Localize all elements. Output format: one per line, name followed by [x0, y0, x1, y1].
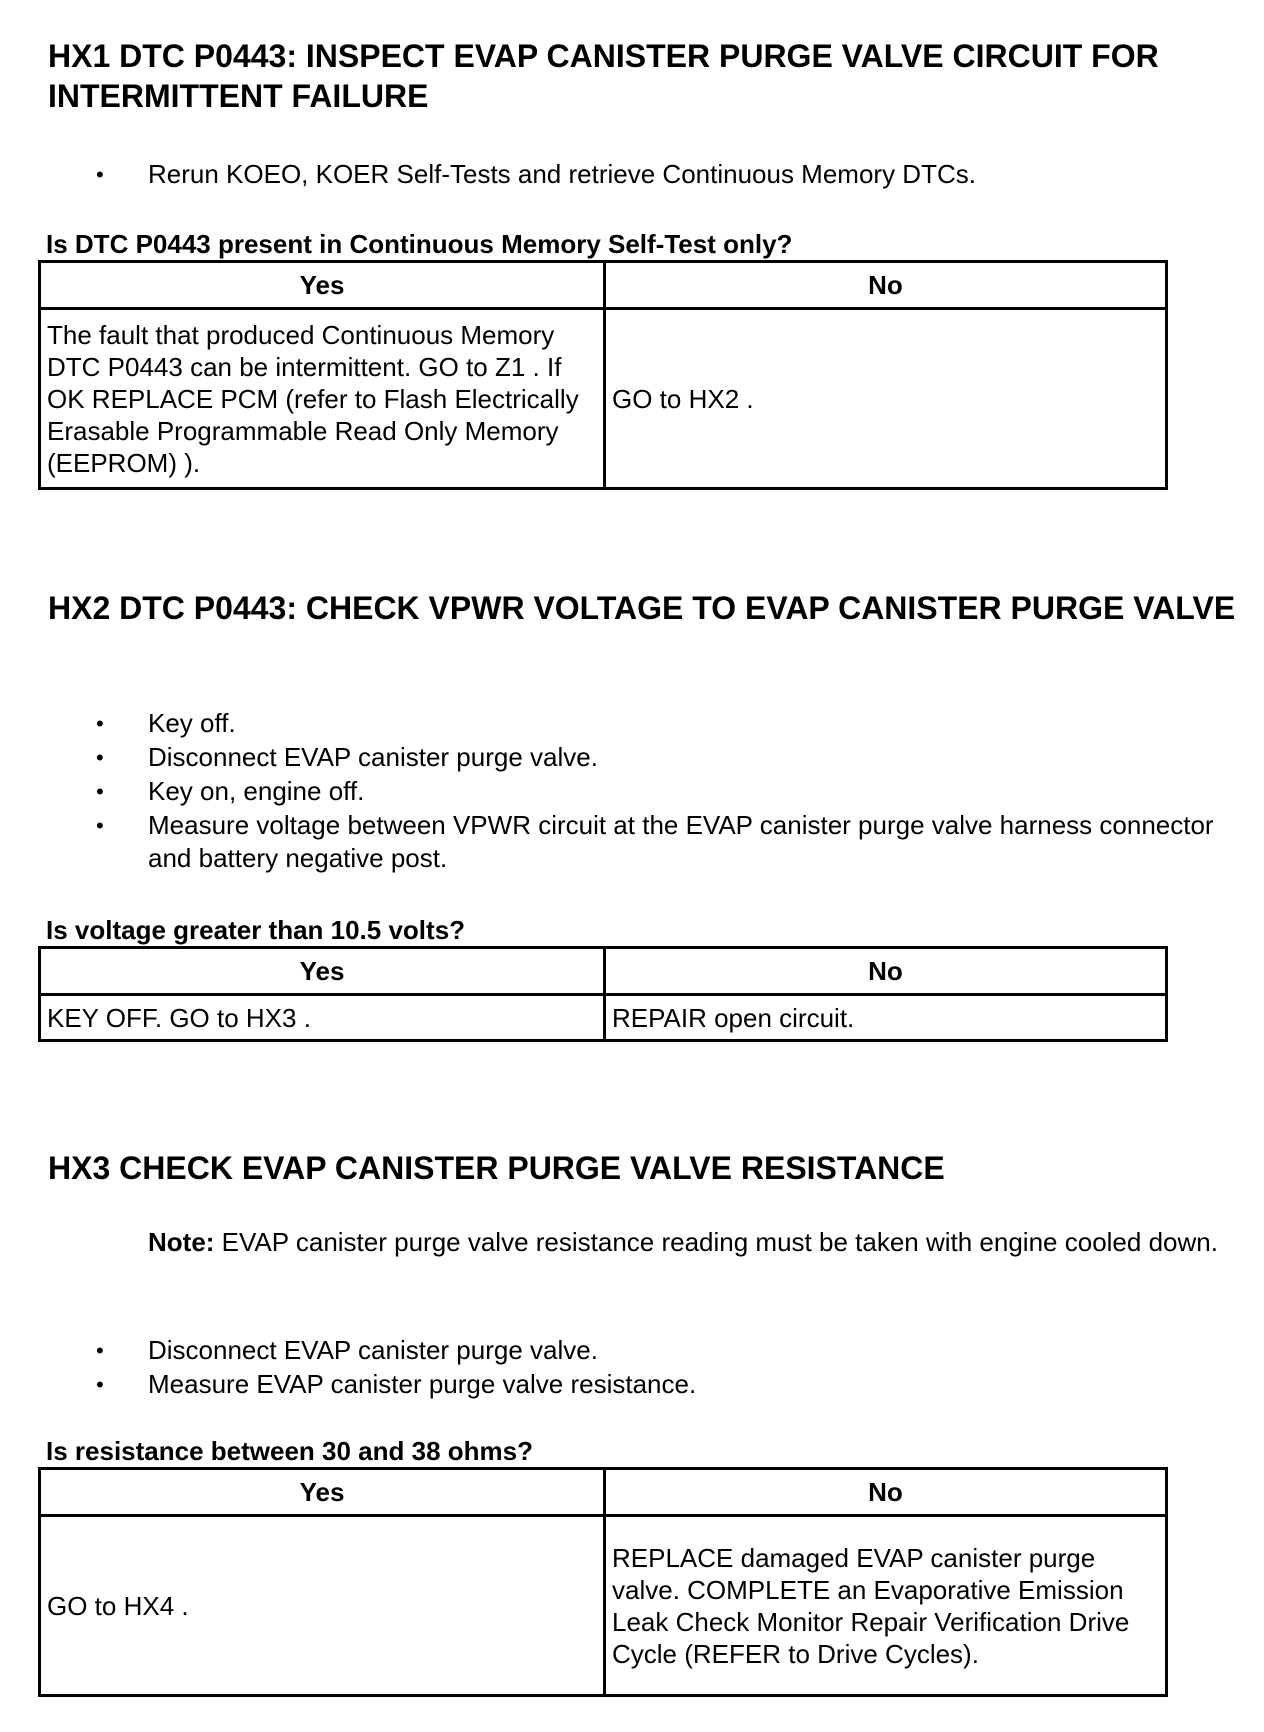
- hx2-decision-table: [38, 946, 1168, 1042]
- list-item: [0, 775, 1264, 808]
- hx3-bullet-list: [0, 1334, 1264, 1402]
- list-item: [0, 809, 1264, 875]
- list-item: [0, 158, 1264, 191]
- bullet-text: Measure EVAP canister purge valve resistance.: [148, 1369, 697, 1399]
- hx3-heading: HX3 CHECK EVAP CANISTER PURGE VALVE RESISTANCE: [48, 1150, 945, 1186]
- no-cell: REPAIR open circuit.: [605, 995, 1167, 1041]
- bullet-icon: •: [96, 1372, 104, 1397]
- hx2-heading: HX2 DTC P0443: CHECK VPWR VOLTAGE TO EVAP CANISTER PURGE VALVE: [48, 590, 1236, 626]
- bullet-text: Rerun KOEO, KOER Self-Tests and retrieve Continuous Memory DTCs.: [148, 159, 976, 189]
- yes-cell: KEY OFF. GO to HX3 .: [40, 995, 605, 1041]
- hx3-decision-table: [38, 1467, 1168, 1697]
- bullet-text: Key off.: [148, 708, 236, 738]
- bullet-text: Disconnect EVAP canister purge valve.: [148, 1335, 598, 1365]
- bullet-icon: •: [96, 813, 104, 838]
- hx1-decision-table: [38, 260, 1168, 490]
- note-label: Note:: [148, 1227, 215, 1257]
- hx3-note: [148, 1226, 1238, 1259]
- yes-cell: The fault that produced Continuous Memory DTC P0443 can be intermittent. GO to Z1 . If OK REPLACE PCM (refer to Flash Electrically Erasable Programmable Read Only Memory (EEPROM) ).: [40, 309, 605, 489]
- no-header: No: [605, 262, 1167, 309]
- list-item: [0, 707, 1264, 740]
- yes-header: Yes: [40, 262, 605, 309]
- bullet-text: Disconnect EVAP canister purge valve.: [148, 742, 598, 772]
- hx2-question: Is voltage greater than 10.5 volts?: [46, 915, 466, 945]
- hx3-question: Is resistance between 30 and 38 ohms?: [46, 1436, 533, 1466]
- bullet-icon: •: [96, 779, 104, 804]
- no-cell: REPLACE damaged EVAP canister purge valve. COMPLETE an Evaporative Emission Leak Check Monitor Repair Verification Drive Cycle (REFER to Drive Cycles).: [605, 1516, 1167, 1696]
- yes-header: Yes: [40, 948, 605, 995]
- no-header: No: [605, 948, 1167, 995]
- bullet-text: Measure voltage between VPWR circuit at the EVAP canister purge valve harness connector and battery negative post.: [148, 810, 1214, 873]
- yes-header: Yes: [40, 1469, 605, 1516]
- hx1-heading: HX1 DTC P0443: INSPECT EVAP CANISTER PURGE VALVE CIRCUIT FOR INTERMITTENT FAILURE: [48, 38, 1159, 114]
- list-item: [0, 1368, 1264, 1401]
- bullet-icon: •: [96, 745, 104, 770]
- no-header: No: [605, 1469, 1167, 1516]
- bullet-text: Key on, engine off.: [148, 776, 365, 806]
- note-text: EVAP canister purge valve resistance reading must be taken with engine cooled down.: [214, 1227, 1218, 1257]
- hx2-bullet-list: [0, 707, 1264, 876]
- hx1-question: Is DTC P0443 present in Continuous Memory Self-Test only?: [46, 229, 793, 259]
- bullet-icon: •: [96, 711, 104, 736]
- no-cell: GO to HX2 .: [605, 309, 1167, 489]
- hx1-bullet-list: [0, 158, 1264, 192]
- list-item: [0, 741, 1264, 774]
- bullet-icon: •: [96, 1338, 104, 1363]
- list-item: [0, 1334, 1264, 1367]
- bullet-icon: •: [96, 162, 104, 187]
- yes-cell: GO to HX4 .: [40, 1516, 605, 1696]
